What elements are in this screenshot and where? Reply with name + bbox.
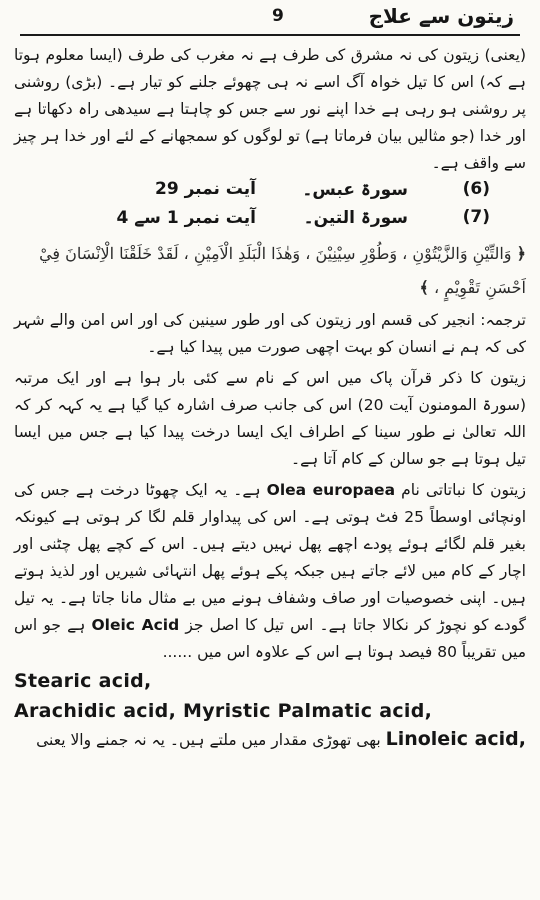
reference-surah: سورۃ عبس۔ [302,180,408,200]
page-number: 9 [272,6,284,26]
reference-surah: سورۃ التین۔ [303,208,408,228]
page-header [14,0,526,34]
latin-name: Olea europaea [266,481,396,499]
page-title: زیتون سے علاج [368,4,514,28]
verse-close-bracket: ﴾ [419,278,429,297]
reference-number: (6) [462,179,490,199]
quran-mention-paragraph: زیتون کا ذکر قرآن پاک میں اس کے نام سے کئی بار ہوا ہے اور ایک مرتبہ (سورۃ المومنون آیت 20) اس کی جانب صرف اشارہ کیا گیا ہے یہ کہہ کر کہ اللہ تعالیٰ نے طور سینا کے اطراف ایک ایسا درخت پیدا کیا ہے جس میں ایسا تیل ہوتا ہے جو سالن کے کام آتا ہے۔ [14,369,526,468]
intro-paragraph: (یعنی) زیتون کی نہ مشرق کی طرف ہے نہ مغرب کی طرف (ایسا معلوم ہوتا ہے کہ) اس کا تیل خواہ آگ اسے نہ ہی چھوئے جلنے کو تیار ہے۔ (بڑی) روشنی پر روشنی ہو رہی ہے خدا اپنے نور سے جس کو چاہتا ہے سیدھی راہ دکھاتا ہے اور خدا (جو مثالیں بیان فرماتا ہے) تو لوگوں کو سمجھانے کے لئے اور خدا ہر چیز سے واقف ہے۔ [14,46,526,172]
acid-line: Stearic acid, [14,670,152,692]
acid-line: Arachidic acid, Myristic Palmatic acid, [14,700,433,722]
reference-ayat: آیت نمبر 29 [154,179,256,199]
reference-number: (7) [462,207,490,227]
acid-text: بھی تھوڑی مقدار میں ملتے ہیں۔ یہ نہ جمنے والا یعنی [36,731,381,749]
reference-ayat: آیت نمبر 1 سے 4 [116,208,256,228]
botanical-text: ہے جو اس میں تقریباً 80 فیصد ہوتا ہے اس کے علاوہ اس میں ...... [14,616,526,661]
botanical-paragraph [14,477,526,666]
acid-name: Linoleic acid, [385,728,526,750]
reference-row [14,205,526,233]
acid-line-mixed [14,726,526,754]
translation-paragraph: ترجمہ: انجیر کی قسم اور زیتون کی اور طور سینین کی اور اس امن والے شہر کی کہ ہم نے انسان کو بہت اچھی صورت میں پیدا کیا ہے۔ [14,311,526,356]
botanical-text: زیتون کا نباتاتی نام [401,481,526,499]
verse-open-bracket: ﴿ [516,244,526,263]
verse-text: وَالتِّيْنِ وَالزَّيْتُوْنِ ، وَطُوْرِ سِيْنِيْنَ ، وَهٰذَا الْبَلَدِ الْاَمِيْنِ ، لَقَدْ خَلَقْنَا الْاِنْسَانَ فِيْ اَحْسَنِ تَقْوِيْمٍ ، [39,244,526,297]
quran-verse [14,237,526,305]
botanical-text: ہے۔ یہ ایک چھوٹا درخت ہے جس کی اونچائی اوسطاً 25 فٹ ہوتی ہے۔ اس کی پیداوار قلم لگا کر ہوتی ہے کیونکہ بغیر قلم لگائے ہوئے پودے اچھے پھل نہیں دیتے ہیں۔ اس کے کچے پھل چٹنی اور اچار کے کام میں لائے جاتے ہیں جبکہ پکے ہوئے پھل انتہائی شیریں اور لذیذ ہوتے ہیں۔ اپنی خصوصیات اور صاف وشفاف ہونے میں بے مثال مانا جاتا ہے۔ یہ تیل گودے کو نچوڑ کر نکالا جاتا ہے۔ اس تیل کا اصل جز [14,481,527,634]
header-rule [20,34,520,36]
acid-name: Oleic Acid [91,616,180,634]
reference-row [14,177,526,205]
